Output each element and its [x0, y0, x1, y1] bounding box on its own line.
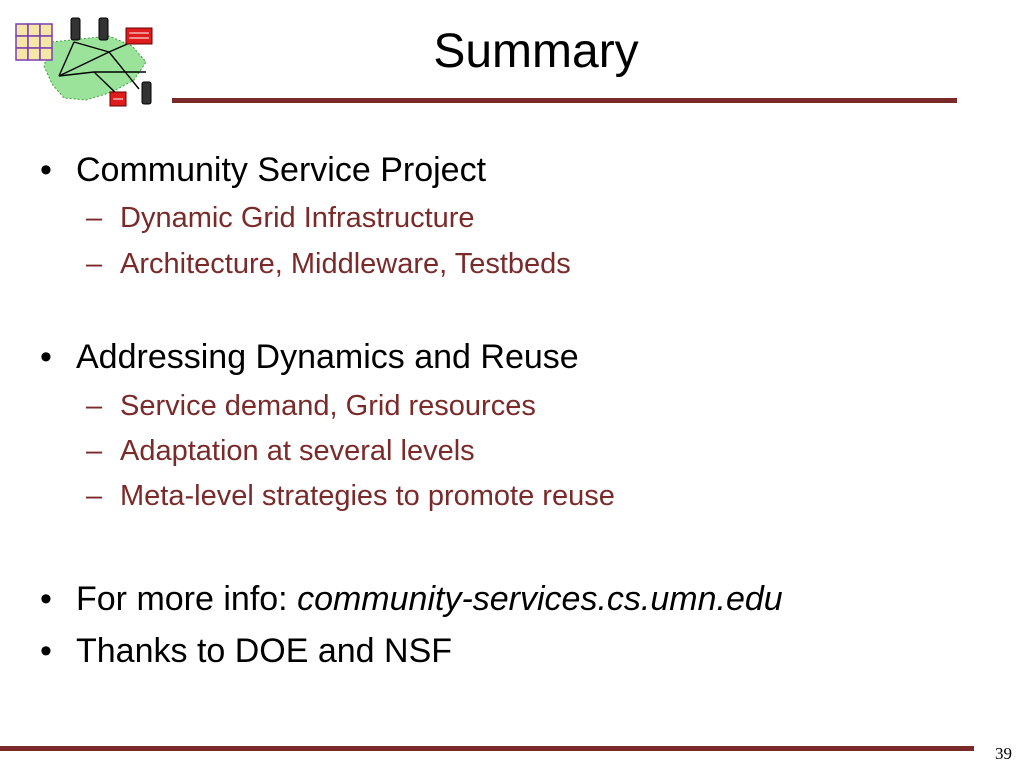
bullet-marker: •: [40, 151, 52, 189]
bullet-text: Community Service Project: [76, 151, 487, 189]
sub-bullet-marker: –: [86, 248, 103, 280]
slide-title: Summary: [433, 25, 639, 78]
bullet-text-prefix: For more info:: [76, 580, 298, 618]
sub-bullet-text: Dynamic Grid Infrastructure: [120, 202, 475, 234]
info-url-link[interactable]: community-services.cs.umn.edu: [297, 580, 783, 618]
sub-bullet-marker: –: [86, 435, 103, 467]
sub-bullet-text: Adaptation at several levels: [120, 435, 475, 467]
sub-bullet-text: Service demand, Grid resources: [120, 390, 536, 422]
page-number: 39: [995, 744, 1012, 763]
bullet-text: Addressing Dynamics and Reuse: [76, 338, 579, 376]
sub-bullet-marker: –: [86, 202, 103, 234]
footer-divider: [0, 746, 974, 751]
bullet-item: [40, 151, 487, 190]
sub-bullet-item: [86, 480, 615, 513]
sub-bullet-item: [86, 390, 536, 423]
bullet-item: [40, 580, 783, 619]
bullet-item: [40, 338, 579, 377]
sub-bullet-text: Architecture, Middleware, Testbeds: [120, 248, 571, 280]
bullet-marker: •: [40, 338, 52, 376]
bullet-text: Thanks to DOE and NSF: [76, 632, 453, 670]
sub-bullet-text: Meta-level strategies to promote reuse: [120, 480, 615, 512]
sub-bullet-marker: –: [86, 480, 103, 512]
bullet-marker: •: [40, 632, 52, 670]
sub-bullet-item: [86, 202, 475, 235]
sub-bullet-item: [86, 248, 571, 281]
sub-bullet-marker: –: [86, 390, 103, 422]
sub-bullet-item: [86, 435, 475, 468]
bullet-item: [40, 632, 453, 671]
bullet-marker: •: [40, 580, 52, 618]
